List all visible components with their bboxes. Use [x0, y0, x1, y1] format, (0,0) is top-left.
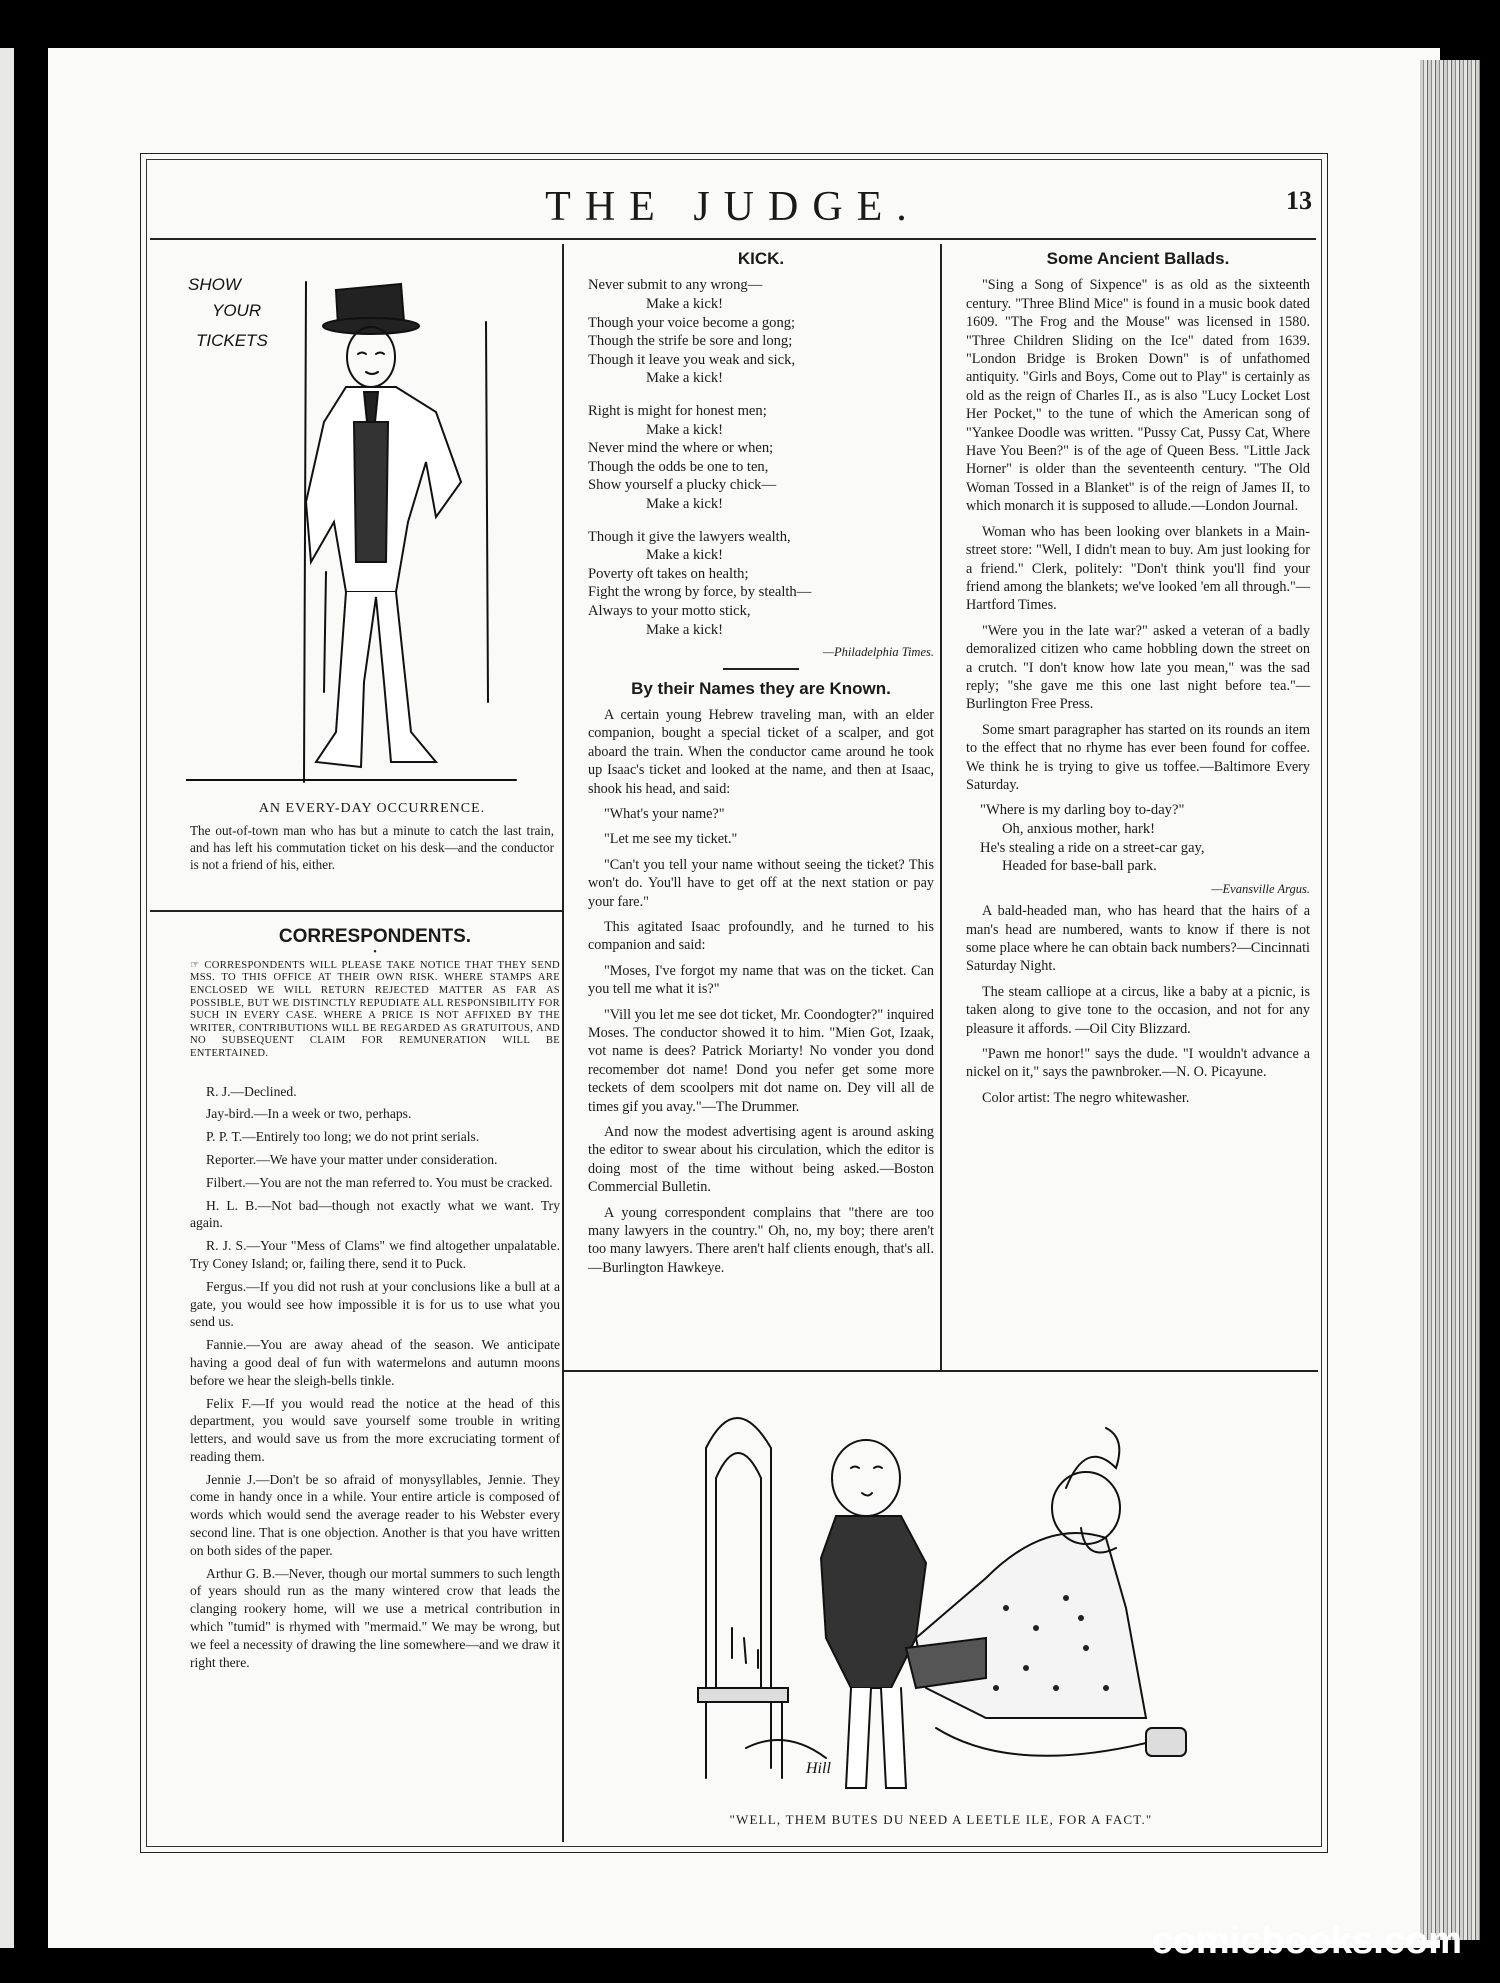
verse-source: —Evansville Argus.	[1211, 881, 1310, 896]
correspondent-reply: Jay-bird.—In a week or two, perhaps.	[206, 1106, 412, 1122]
adjacent-page-edge	[0, 48, 14, 1948]
poem-line: Right is might for honest men;	[588, 402, 767, 419]
ballads-article	[966, 276, 1310, 794]
poem-line: Show yourself a plucky chick—	[588, 477, 777, 494]
article-paragraph: "What's your name?"	[604, 805, 725, 822]
ballads-title: Some Ancient Ballads.	[1046, 249, 1230, 268]
column-divider-1	[562, 244, 564, 1370]
article-paragraph: "Sing a Song of Sixpence" is as old as the sixteenth century. "Three Blind Mice" is found in a music book dated 1609. "The Frog and the Mouse" was licensed in 1580. "Three Children Sliding on the Ice" dated from 1639. "London Bridge is Broken Down" is of unfathomed antiquity. "Girls and Boys, Come out to Play" is certainly as old as the reign of Charles II., as is also "Lucy Locket Lost Her Pocket," to the tune of which the American song of "Yankee Doodle was written. "Pussy Cat, Pussy Cat, Where Have You Been?" is of the age of Queen Bess. "Little Jack Horner" is older than the seventeenth century. "The Old Woman Tossed in a Blanket" is of the reign of James II, to which monarch it is supposed to allude.—London Journal.	[966, 277, 1310, 515]
kick-rule	[723, 668, 799, 670]
kick-poem	[588, 276, 934, 639]
correspondent-reply: Reporter.—We have your matter under consideration.	[206, 1151, 498, 1167]
article-paragraph: "Let me see my ticket."	[604, 831, 738, 848]
poem-line: Make a kick!	[646, 421, 723, 438]
kick-title: KICK.	[737, 249, 785, 268]
poem-line: Fight the wrong by force, by stealth—	[588, 584, 812, 601]
column-divider-3	[562, 1370, 564, 1842]
correspondent-reply: Felix F.—If you would read the notice at the head of this department, you would save yourself some trouble in writing letters, and would save us from the more excruciating torment of reading them.	[190, 1395, 560, 1464]
cartoon2-caption: "WELL, THEM BUTES DU NEED A LEETLE ILE, FOR A FACT."	[729, 1812, 1153, 1827]
article-paragraph: A young correspondent complains that "there are too many lawyers in the country." Oh, no, my boy; there aren't too many lawyers. There aren't half clients enough, that's all.—Burlington Hawkeye.	[588, 1204, 934, 1276]
article-paragraph: This agitated Isaac profoundly, and he turned to his companion and said:	[588, 918, 934, 954]
column-divider-2	[940, 244, 942, 1370]
correspondent-reply: H. L. B.—Not bad—though not exactly what we want. Try again.	[190, 1197, 560, 1231]
cartoon-top-rule	[562, 1370, 1318, 1372]
poem-line: Though your voice become a gong;	[588, 314, 796, 331]
masthead-rule	[150, 238, 1316, 240]
poem-line: Make a kick!	[646, 547, 723, 564]
names-title: By their Names they are Known.	[631, 678, 891, 698]
article-paragraph: "Pawn me honor!" says the dude. "I wouldn't advance a nickel on it," says the pawnbroker.—N. O. Picayune.	[966, 1046, 1310, 1081]
poem-line: Though it give the lawyers wealth,	[588, 528, 791, 545]
cartoon1-text: The out-of-town man who has but a minute to catch the last train, and has left his commutation ticket on his desk—and the conductor is not a friend of his, either.	[190, 823, 554, 873]
cartoon1-caption: AN EVERY-DAY OCCURRENCE.	[258, 801, 486, 816]
article-paragraph: "Vill you let me see dot ticket, Mr. Coondogter?" inquired Moses. The conductor showed it to him. "Mien Got, Izaak, vot name is dees? Patrick Moriarty! No vonder you dond recomember dot name! Dond you nefer get some more teckets of dem scoolpers mit dot name on. Dey vill all de times gif you avay."—The Drummer.	[588, 1006, 934, 1115]
correspondents-title: CORRESPONDENTS.	[278, 926, 472, 947]
kick-source: —Philadelphia Times.	[822, 645, 934, 660]
poem-line: Though the odds be one to ten,	[588, 458, 769, 475]
article-paragraph: The steam calliope at a circus, like a baby at a picnic, is taken along to give tone to the occasion, and not for any pleasure it affords. —Oil City Blizzard.	[966, 983, 1310, 1037]
sign-tickets: TICKETS	[196, 331, 268, 350]
poem-line: Though the strife be sore and long;	[588, 333, 793, 350]
right-column	[966, 250, 1310, 1114]
poem-line: Never mind the where or when;	[588, 440, 774, 457]
article-paragraph: Color artist: The negro whitewasher.	[982, 1089, 1190, 1106]
correspondent-reply: Arthur G. B.—Never, though our mortal summers to such length of years should run as the many wintered crow that leads the clanging rookery home, will we use a metrical contribution in which "tumid" is rhymed with "mermaid." We may be wrong, but we feel a necessity of drawing the line somewhere—and we draw it right there.	[190, 1565, 560, 1670]
verse-line: He's stealing a ride on a street-car gay,	[980, 839, 1205, 856]
verse-line: "Where is my darling boy to-day?"	[980, 802, 1185, 819]
article-paragraph: "Moses, I've forgot my name that was on the ticket. Can you tell me what it is?"	[588, 962, 934, 998]
correspondents-list	[190, 1083, 560, 1672]
cartoon1-caption-block	[190, 800, 554, 873]
article-paragraph: Woman who has been looking over blankets in a Main-street store: "Well, I didn't mean to buy. Am just looking for a friend." Clerk, politely: "Don't think you'll find your friend among the blankets; we've looked 'em all through."—Hartford Times.	[966, 523, 1310, 614]
article-paragraph: Some smart paragrapher has started on its rounds an item to the effect that no rhyme has ever been found for coffee. We think he is trying to give us toffee.—Baltimore Every Saturday.	[966, 721, 1310, 793]
sign-show: SHOW	[188, 275, 241, 294]
poem-line: Make a kick!	[646, 495, 723, 512]
correspondent-reply: Jennie J.—Don't be so afraid of monysyllables, Jennie. They come in handy once in a while. Your entire article is composed of words which would send the average reader to his Webster every second line. That is one objection. Another is that you have written on both sides of the paper.	[190, 1471, 560, 1558]
masthead-title: THE JUDGE.	[545, 184, 921, 230]
correspondent-reply: Fergus.—If you did not rush at your conclusions like a bull at a gate, you would see how impossible it is for us to use what you send us.	[190, 1278, 560, 1330]
correspondent-reply: R. J.—Declined.	[206, 1083, 297, 1099]
ballads-article-2	[966, 902, 1310, 1107]
correspondents-notice: ☞ CORRESPONDENTS WILL PLEASE TAKE NOTICE THAT THEY SEND MSS. TO THIS OFFICE AT THEIR OWN RISK. WHERE STAMPS ARE ENCLOSED WE WILL RETURN REJECTED MATTER AS FAR AS POSSIBLE, BUT WE DISTINCTLY REPUDIATE ALL RESPONSIBILITY FOR SUCH IN EVERY CASE. WHERE A PRICE IS NOT AFFIXED BY THE WRITER, CONTRIBUTIONS WILL BE REGARDED AS GRATUITOUS, AND NO SUBSEQUENT CLAIM FOR REMUNERATION WILL BE ENTERTAINED.	[190, 959, 560, 1059]
correspondents-section: CORRESPONDENTS. • ☞ CORRESPONDENTS WILL PLEASE TAKE NOTICE THAT THEY SEND MSS. TO THIS OFFICE AT THEIR OWN RISK. WHERE STAMPS ARE ENCLOSED WE WILL RETURN REJECTED MATTER AS FAR AS POSSIBLE, BUT WE DISTINCTLY REPUDIATE ALL RESPONSIBILITY FOR SUCH IN EVERY CASE. WHERE A PRICE IS NOT AFFIXED BY THE WRITER, CONTRIBUTIONS WILL BE REGARDED AS GRATUITOUS, AND NO SUBSEQUENT CLAIM FOR REMUNERATION WILL BE ENTERTAINED. R. J.—Declined. Jay-bird.—In a week or two, perhaps. P. P. T.—Entirely too long; we do not print serials. Reporter.—We have your matter under consideration. Filbert.—You are not the man referred to. You must be cracked. H. L. B.—Not bad—though not exactly what we want. Try again. R. J. S.—Your "Mess of Clams" we find altogether unpalatable. Try Coney Island; or, failing there, send it to Puck. Fergus.—If you did not rush at your conclusions like a bull at a gate, you would see how impossible it is for us to use what you send us. Fannie.—You are away ahead of the season. We anticipate having a good deal of fun with watermelons and autumn moons before we hear the sleigh-bells tinkle. Felix F.—If you would read the notice at the head of this department, you would save yourself some trouble in writing letters, and would save us from the more excruciating torment of reading them. Jennie J.—Don't be so afraid of monysyllables, Jennie. They come in handy once in a while. Your entire article is composed of words which would send the average reader to his Webster every second line. That is one objection. Another is that you have written on both sides of the paper. Arthur G. B.—Never, though our mortal summers to such length of years should run as the many wintered crow that leads the clanging rookery home, will we use a metrical contribution in which "tumid" is rhymed with "mermaid." We may be wrong, but we feel a necessity of drawing the line somewhere—and we draw it right there.	[190, 926, 560, 1670]
names-article	[588, 706, 934, 1277]
cartoon-barber	[686, 1388, 1216, 1808]
verse-line: Headed for base-ball park.	[1002, 858, 1157, 875]
article-paragraph: "Can't you tell your name without seeing the ticket? This won't do. You'll have to get off at the next station or pay your fare."	[588, 856, 934, 910]
sign-your: YOUR	[212, 301, 262, 320]
correspondent-reply: P. P. T.—Entirely too long; we do not print serials.	[206, 1129, 480, 1145]
article-paragraph: "Were you in the late war?" asked a veteran of a badly demoralized citizen who came hobbling down the street on a crutch. "I don't know how late you mean," was the sad reply; "she gave me this one last night before tea."—Burlington Free Press.	[966, 622, 1310, 713]
poem-line: Make a kick!	[646, 370, 723, 387]
article-paragraph: And now the modest advertising agent is around asking the editor to swear about his circulation, which the editor is doing most of the time without being asked.—Boston Commercial Bulletin.	[588, 1124, 934, 1196]
watermark: comicbooks.com	[1151, 1920, 1462, 1962]
poem-line: Make a kick!	[646, 621, 723, 638]
cartoon1-bottom-rule	[150, 910, 562, 912]
middle-column	[588, 250, 934, 1284]
poem-line: Always to your motto stick,	[588, 602, 751, 619]
article-paragraph: A certain young Hebrew traveling man, with an elder companion, bought a special ticket of a scalper, and got aboard the train. When the conductor came around he took up Isaac's ticket and looked at the name, and then at Isaac, shook his head, and said:	[588, 706, 934, 797]
correspondent-reply: Fannie.—You are away ahead of the season. We anticipate having a good deal of fun with watermelons and autumn moons before we hear the sleigh-bells tinkle.	[190, 1337, 560, 1388]
poem-line: Though it leave you weak and sick,	[588, 351, 796, 368]
poem-line: Poverty oft takes on health;	[588, 565, 749, 582]
page-number: 13	[1286, 186, 1312, 215]
book-binding-edge	[1420, 60, 1480, 1940]
poem-line: Never submit to any wrong—	[588, 277, 763, 294]
cartoon-show-tickets	[186, 262, 526, 792]
cartoon2-signature: Hill	[806, 1760, 831, 1777]
base-ball-verse	[980, 801, 1310, 875]
poem-line: Make a kick!	[646, 296, 723, 312]
correspondent-reply: Filbert.—You are not the man referred to. You must be cracked.	[206, 1174, 553, 1190]
correspondent-reply: R. J. S.—Your "Mess of Clams" we find altogether unpalatable. Try Coney Island; or, failing there, send it to Puck.	[190, 1238, 560, 1271]
verse-line: Oh, anxious mother, hark!	[1002, 820, 1156, 837]
article-paragraph: A bald-headed man, who has heard that the hairs of a man's head are numbered, wants to know if there is not some place where he can obtain back numbers?—Cincinnati Saturday Night.	[966, 903, 1310, 975]
